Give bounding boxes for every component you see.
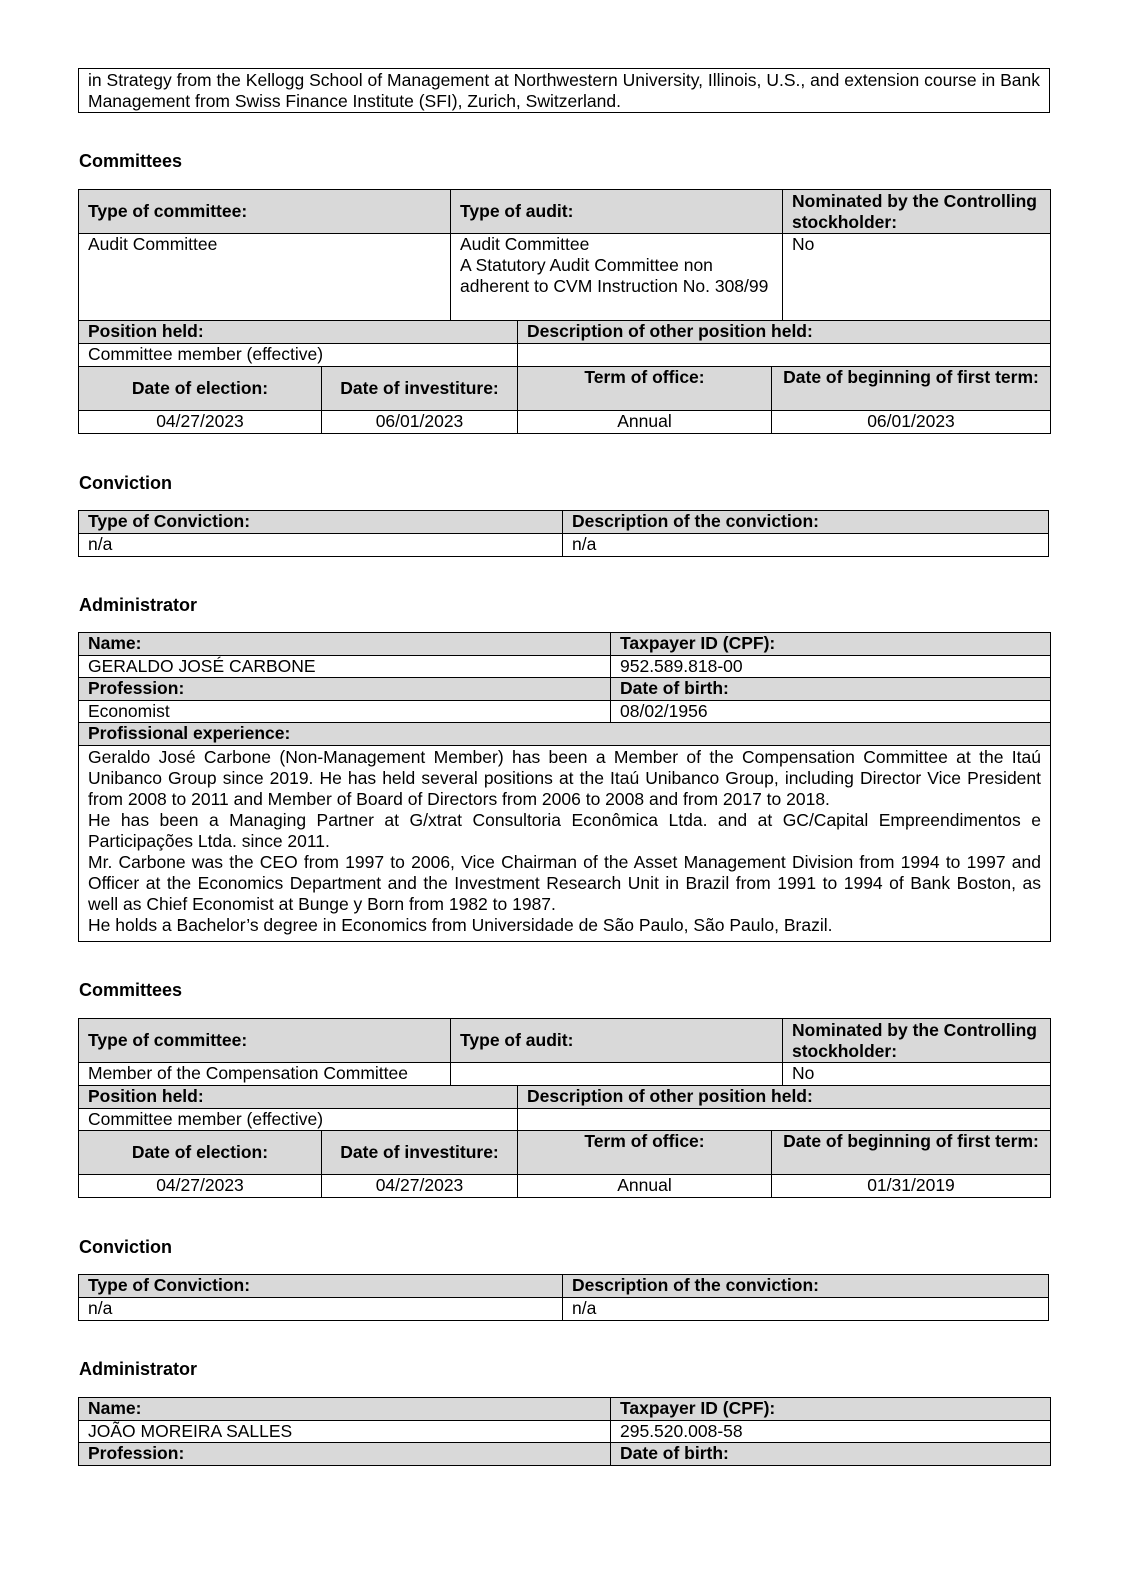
taxpayer-id-label: Taxpayer ID (CPF): [611,1398,1051,1421]
taxpayer-id-label: Taxpayer ID (CPF): [611,633,1051,656]
taxpayer-id-value: 952.589.818-00 [611,656,1051,678]
date-of-election-label: Date of election: [79,367,322,411]
position-table-2 [78,1085,1051,1131]
term-of-office-value: Annual [518,411,772,434]
administrator-heading-1: Administrator [79,595,198,615]
professional-experience-label: Profissional experience: [79,723,1051,746]
date-of-election-value: 04/27/2023 [79,1175,322,1198]
desc-other-position-label: Description of other position held: [518,321,1051,344]
term-of-office-label: Term of office: [518,367,772,411]
conviction-heading-1: Conviction [79,473,172,493]
intro-box [78,68,1050,113]
position-held-label: Position held: [79,1086,518,1109]
date-of-investiture-value: 04/27/2023 [322,1175,518,1198]
date-of-investiture-label: Date of investiture: [322,367,518,411]
type-of-audit-line1: Audit Committee [460,234,590,254]
type-of-audit-value [451,1063,783,1086]
date-of-birth-value: 08/02/1956 [611,701,1051,723]
administrator-table-1 [78,632,1051,942]
desc-conviction-value: n/a [563,1298,1049,1321]
position-table-1 [78,320,1051,367]
date-of-investiture-label: Date of investiture: [322,1131,518,1175]
date-of-investiture-value: 06/01/2023 [322,411,518,434]
committees-heading-2: Committees [79,980,183,1000]
nominated-label: Nominated by the Controlling stockholder: [783,190,1051,234]
committees-heading-1: Committees [79,151,183,171]
date-first-term-value: 01/31/2019 [772,1175,1051,1198]
date-of-birth-label: Date of birth: [611,678,1051,701]
desc-conviction-label: Description of the conviction: [563,1275,1049,1298]
profession-label: Profession: [79,1443,611,1466]
position-held-value: Committee member (effective) [79,1109,518,1131]
taxpayer-id-value: 295.520.008-58 [611,1421,1051,1443]
conviction-table-2 [78,1274,1049,1321]
profession-value: Economist [79,701,611,723]
type-of-conviction-value: n/a [79,534,563,557]
professional-experience-text [79,746,1051,942]
type-of-conviction-label: Type of Conviction: [79,1275,563,1298]
term-of-office-label: Term of office: [518,1131,772,1175]
type-of-committee-label: Type of committee: [79,190,451,234]
date-of-birth-label: Date of birth: [611,1443,1051,1466]
type-of-conviction-label: Type of Conviction: [79,511,563,534]
name-label: Name: [79,1398,611,1421]
name-value: JOÃO MOREIRA SALLES [79,1421,611,1443]
desc-conviction-label: Description of the conviction: [563,511,1049,534]
date-first-term-value: 06/01/2023 [772,411,1051,434]
nominated-label: Nominated by the Controlling stockholder: [783,1019,1051,1063]
intro-text: in Strategy from the Kellogg School of Management at Northwestern University, Illinois, U.S., and extension course in Bank Management from Swiss Finance Institute (SFI), Zurich, Switzerland. [79,69,1050,113]
type-of-audit-label: Type of audit: [451,1019,783,1063]
term-of-office-value: Annual [518,1175,772,1198]
position-held-label: Position held: [79,321,518,344]
desc-other-position-value [518,1109,1051,1131]
experience-paragraph: Mr. Carbone was the CEO from 1997 to 2006, Vice Chairman of the Asset Management Division from 1994 to 1997 and Officer at the Economics Department and the Investment Research Unit in Brazil from 1991 to 1994 of Bank Boston, as well as Chief Economist at Bunge y Born from 1982 to 1987. [88,852,1041,914]
position-held-value: Committee member (effective) [79,344,518,367]
experience-paragraph: Geraldo José Carbone (Non-Management Member) has been a Member of the Compensation Committee at the Itaú Unibanco Group since 2019. He has held several positions at the Itaú Unibanco Group, including Director Vice President from 2008 to 2011 and Member of Board of Directors from 2006 to 2008 and from 2017 to 2018. [88,747,1041,809]
nominated-value: No [783,1063,1051,1086]
experience-paragraph: He holds a Bachelor’s degree in Economics from Universidade de São Paulo, São Paulo, Brazil. [88,915,833,935]
type-of-conviction-value: n/a [79,1298,563,1321]
type-of-committee-value: Audit Committee [79,234,451,321]
dates-table-1 [78,366,1051,434]
date-of-election-value: 04/27/2023 [79,411,322,434]
date-first-term-label: Date of beginning of first term: [772,367,1051,411]
type-of-committee-label: Type of committee: [79,1019,451,1063]
administrator-table-2 [78,1397,1051,1466]
date-first-term-label: Date of beginning of first term: [772,1131,1051,1175]
dates-table-2 [78,1130,1051,1198]
committee-table-2 [78,1018,1051,1086]
type-of-audit-line2: A Statutory Audit Committee non adherent to CVM Instruction No. 308/99 [460,255,769,296]
profession-label: Profession: [79,678,611,701]
name-value: GERALDO JOSÉ CARBONE [79,656,611,678]
committee-table-1 [78,189,1051,321]
conviction-table-1 [78,510,1049,557]
desc-other-position-label: Description of other position held: [518,1086,1051,1109]
name-label: Name: [79,633,611,656]
administrator-heading-2: Administrator [79,1359,198,1379]
desc-other-position-value [518,344,1051,367]
type-of-audit-value [451,234,783,321]
experience-paragraph: He has been a Managing Partner at G/xtrat Consultoria Econômica Ltda. and at GC/Capital Empreendimentos e Participações Ltda. since 2011. [88,810,1041,851]
conviction-heading-2: Conviction [79,1237,172,1257]
type-of-audit-label: Type of audit: [451,190,783,234]
date-of-election-label: Date of election: [79,1131,322,1175]
type-of-committee-value: Member of the Compensation Committee [79,1063,451,1086]
nominated-value: No [783,234,1051,321]
desc-conviction-value: n/a [563,534,1049,557]
